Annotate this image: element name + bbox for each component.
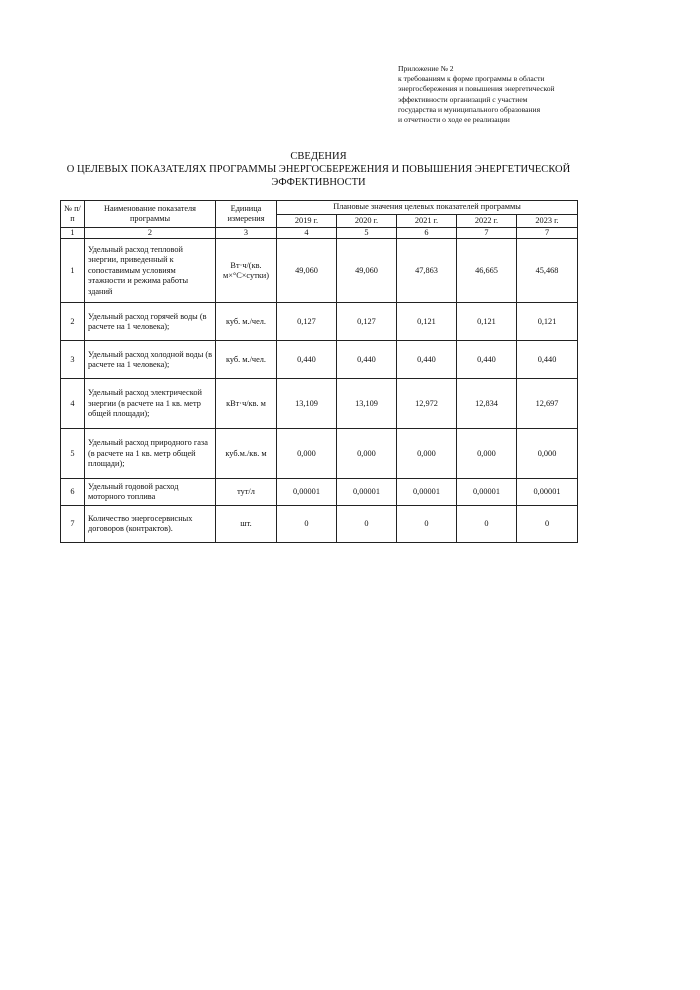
appendix-line: эффективности организаций с участием	[398, 94, 528, 104]
document-title	[60, 150, 577, 189]
table-row	[61, 341, 578, 379]
row-value: 0	[457, 506, 517, 543]
row-unit: куб. м./чел.	[216, 341, 277, 379]
row-value: 12,834	[457, 379, 517, 429]
appendix-line: государства и муниципального образования	[398, 104, 541, 114]
row-value: 0,440	[277, 341, 337, 379]
header-unit: Единица измерения	[216, 201, 277, 228]
table-row	[61, 239, 578, 303]
row-value: 49,060	[337, 239, 397, 303]
header-planned: Плановые значения целевых показателей программы	[277, 201, 578, 215]
row-name: Удельный расход холодной воды (в расчете на 1 человека);	[85, 341, 216, 379]
table-row	[61, 479, 578, 506]
row-value: 0	[337, 506, 397, 543]
row-value: 0	[397, 506, 457, 543]
row-value: 0,000	[517, 429, 578, 479]
row-value: 0	[277, 506, 337, 543]
row-value: 45,468	[517, 239, 578, 303]
table-row	[61, 303, 578, 341]
row-value: 49,060	[277, 239, 337, 303]
row-name: Удельный расход тепловой энергии, приведенный к сопоставимым условиям этажности и режима работы зданий	[85, 239, 216, 303]
header-year: 2022 г.	[457, 215, 517, 228]
title-line-2: О ЦЕЛЕВЫХ ПОКАЗАТЕЛЯХ ПРОГРАММЫ ЭНЕРГОСБЕРЕЖЕНИЯ И ПОВЫШЕНИЯ ЭНЕРГЕТИЧЕСКОЙ	[66, 164, 571, 175]
column-number: 4	[277, 228, 337, 239]
row-value: 12,697	[517, 379, 578, 429]
row-num: 3	[61, 341, 85, 379]
table-row	[61, 429, 578, 479]
row-name: Удельный расход природного газа (в расчете на 1 кв. метр общей площади);	[85, 429, 216, 479]
column-number: 7	[457, 228, 517, 239]
appendix-line: и отчетности о ходе ее реализации	[398, 115, 510, 125]
row-value: 0,127	[277, 303, 337, 341]
header-row	[61, 201, 578, 215]
row-unit: кВт·ч/кв. м	[216, 379, 277, 429]
row-unit: куб.м./кв. м	[216, 429, 277, 479]
row-value: 0,121	[517, 303, 578, 341]
row-num: 5	[61, 429, 85, 479]
column-number: 7	[517, 228, 578, 239]
row-num: 1	[61, 239, 85, 303]
header-num: № п/п	[61, 201, 85, 228]
row-value: 0,121	[397, 303, 457, 341]
row-value: 0,00001	[397, 479, 457, 506]
row-value: 0,00001	[337, 479, 397, 506]
appendix-line: Приложение № 2	[398, 64, 454, 73]
row-num: 7	[61, 506, 85, 543]
row-value: 47,863	[397, 239, 457, 303]
row-unit: тут/л	[216, 479, 277, 506]
row-num: 6	[61, 479, 85, 506]
row-value: 0,440	[337, 341, 397, 379]
row-value: 12,972	[397, 379, 457, 429]
row-unit: куб. м./чел.	[216, 303, 277, 341]
header-year: 2020 г.	[337, 215, 397, 228]
row-unit: Вт·ч/(кв. м×°С×сутки)	[216, 239, 277, 303]
row-value: 13,109	[337, 379, 397, 429]
title-line-1: СВЕДЕНИЯ	[290, 151, 347, 162]
row-value: 0,000	[457, 429, 517, 479]
row-value: 0,440	[457, 341, 517, 379]
row-value: 0,000	[277, 429, 337, 479]
row-value: 0,000	[397, 429, 457, 479]
row-num: 2	[61, 303, 85, 341]
row-value: 0,000	[337, 429, 397, 479]
row-value: 0,00001	[517, 479, 578, 506]
row-value: 13,109	[277, 379, 337, 429]
column-number-row	[61, 228, 578, 239]
row-unit: шт.	[216, 506, 277, 543]
row-value: 0,127	[337, 303, 397, 341]
row-name: Удельный расход электрической энергии (в расчете на 1 кв. метр общей площади);	[85, 379, 216, 429]
row-num: 4	[61, 379, 85, 429]
column-number: 6	[397, 228, 457, 239]
table-row	[61, 379, 578, 429]
appendix-line: энергосбережения и повышения энергетической	[398, 84, 555, 94]
header-year: 2023 г.	[517, 215, 578, 228]
column-number: 3	[216, 228, 277, 239]
row-value: 0,00001	[457, 479, 517, 506]
header-year: 2021 г.	[397, 215, 457, 228]
column-number: 1	[61, 228, 85, 239]
row-value: 0,440	[517, 341, 578, 379]
indicators-table	[60, 200, 578, 543]
row-name: Удельный годовой расход моторного топлива	[85, 479, 216, 506]
title-line-3: ЭФФЕКТИВНОСТИ	[271, 177, 366, 188]
row-value: 46,665	[457, 239, 517, 303]
row-name: Количество энергосервисных договоров (контрактов).	[85, 506, 216, 543]
column-number: 5	[337, 228, 397, 239]
appendix-note	[398, 64, 638, 125]
row-value: 0	[517, 506, 578, 543]
row-name: Удельный расход горячей воды (в расчете на 1 человека);	[85, 303, 216, 341]
header-name: Наименование показателя программы	[85, 201, 216, 228]
header-year: 2019 г.	[277, 215, 337, 228]
column-number: 2	[85, 228, 216, 239]
appendix-line: к требованиям к форме программы в области	[398, 74, 545, 84]
row-value: 0,121	[457, 303, 517, 341]
row-value: 0,00001	[277, 479, 337, 506]
table-row	[61, 506, 578, 543]
row-value: 0,440	[397, 341, 457, 379]
